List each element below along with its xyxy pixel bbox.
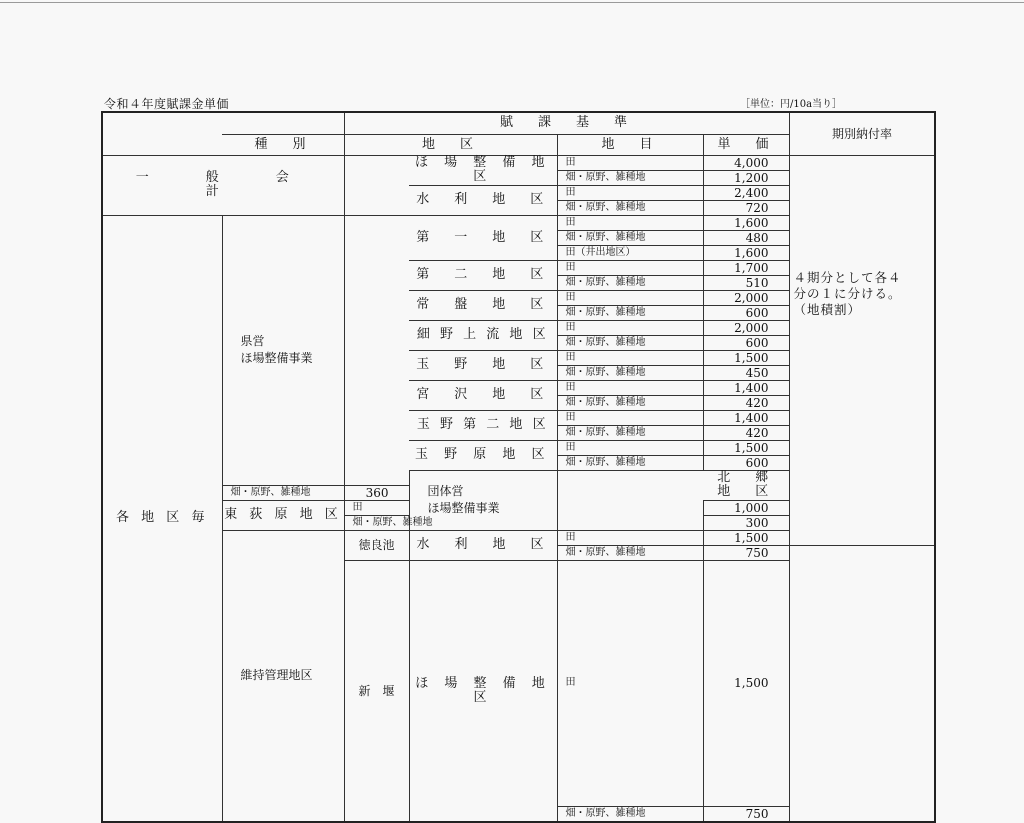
rate-line: （地積割） — [793, 301, 862, 317]
unit-price: 600 — [703, 305, 789, 320]
sub-shinzeki: 新 堰 — [344, 560, 409, 822]
unit-price: 4,000 — [703, 155, 789, 170]
district-name: 細 野 上 流 地 区 — [409, 320, 557, 350]
district-name: 宮 沢 地 区 — [409, 380, 557, 410]
unit-price: 1,000 — [703, 500, 789, 515]
category-maint: 維持管理地区 — [222, 530, 344, 822]
land-type: 畑・原野、雑種地 — [557, 200, 703, 215]
unit-price: 480 — [703, 230, 789, 245]
district-name: 玉 野 第 二 地 区 — [409, 410, 557, 440]
district-name: 第 二 地 区 — [409, 260, 557, 290]
rate-line: 分の１に分ける。 — [793, 285, 902, 301]
land-type: 田 — [557, 380, 703, 395]
unit-price: 1,500 — [703, 350, 789, 365]
header-price: 単 価 — [703, 134, 789, 155]
land-type: 畑・原野、雑種地 — [344, 515, 409, 530]
land-type: 畑・原野、雑種地 — [557, 275, 703, 290]
land-type: 田 — [557, 530, 703, 545]
page-title: 令和４年度賦課金単価 — [104, 97, 230, 111]
land-type: 畑・原野、雑種地 — [222, 485, 344, 500]
header-district: 地 区 — [344, 134, 557, 155]
top-border-line — [0, 2, 1024, 3]
payment-rate-1 — [789, 155, 935, 545]
unit-price: 1,600 — [703, 245, 789, 260]
land-type: 畑・原野、雑種地 — [557, 335, 703, 350]
district-name: 第 一 地 区 — [409, 215, 557, 260]
category-pref-line2: ほ場整備事業 — [240, 351, 313, 365]
unit-price: 750 — [703, 545, 789, 560]
land-type: 田 — [557, 290, 703, 305]
land-type: 田 — [557, 440, 703, 455]
unit-price: 1,700 — [703, 260, 789, 275]
header-row-1 — [102, 112, 935, 134]
unit-price: 1,400 — [703, 380, 789, 395]
unit-price: 600 — [703, 455, 789, 470]
district-name: 水 利 地 区 — [409, 530, 557, 560]
assessment-table — [101, 111, 936, 823]
header-rate: 期別納付率 — [789, 112, 935, 155]
district-name: 北 郷 地 区 — [703, 470, 789, 500]
unit-price: 420 — [703, 395, 789, 410]
district-name: ほ 場 整 備 地 区 — [409, 560, 557, 822]
header-kind-label: 種 別 — [222, 134, 344, 155]
district-name: 水 利 地 区 — [409, 185, 557, 215]
land-type: 田 — [557, 260, 703, 275]
district-name: 東 荻 原 地 区 — [222, 500, 344, 530]
land-type: 畑・原野、雑種地 — [557, 545, 703, 560]
district-name: 玉 野 原 地 区 — [409, 440, 557, 470]
land-type: 畑・原野、雑種地 — [557, 305, 703, 320]
unit-price: 360 — [344, 485, 409, 500]
land-type: 畑・原野、雑種地 — [557, 230, 703, 245]
unit-price: 1,500 — [703, 560, 789, 806]
land-type: 田 — [557, 350, 703, 365]
unit-price: 300 — [703, 515, 789, 530]
land-type: 田 — [557, 155, 703, 170]
category-each-district: 各 地 区 毎 — [102, 215, 222, 822]
district-name: 常 盤 地 区 — [409, 290, 557, 320]
land-type: 畑・原野、雑種地 — [557, 455, 703, 470]
land-type: 畑・原野、雑種地 — [557, 365, 703, 380]
unit-price: 2,400 — [703, 185, 789, 200]
land-type: 畑・原野、雑種地 — [557, 425, 703, 440]
category-general: 一 般 会 計 — [102, 155, 344, 215]
unit-price: 1,500 — [703, 440, 789, 455]
header-basis: 賦 課 基 準 — [344, 112, 789, 134]
unit-price: 600 — [703, 335, 789, 350]
category-group-line1: 団体営 — [427, 484, 464, 498]
unit-price: 2,000 — [703, 320, 789, 335]
unit-note: ［単位：円/10a当り］ — [740, 99, 843, 110]
unit-price: 450 — [703, 365, 789, 380]
unit-price: 750 — [703, 806, 789, 822]
unit-price: 1,600 — [703, 215, 789, 230]
unit-price: 720 — [703, 200, 789, 215]
land-type: 田 — [557, 185, 703, 200]
table-row — [102, 155, 935, 170]
land-type: 田 — [557, 215, 703, 230]
category-group-line2: ほ場整備事業 — [427, 501, 500, 515]
district-name: ほ 場 整 備 地 区 — [409, 155, 557, 185]
unit-price: 2,000 — [703, 290, 789, 305]
land-type: 田 — [557, 320, 703, 335]
land-type: 田 — [557, 560, 703, 806]
district-name: 玉 野 地 区 — [409, 350, 557, 380]
land-type: 田 — [557, 410, 703, 425]
land-type: 畑・原野、雑種地 — [557, 170, 703, 185]
unit-price: 1,200 — [703, 170, 789, 185]
unit-price: 1,500 — [703, 530, 789, 545]
land-type: 田（井出地区） — [557, 245, 703, 260]
category-pref — [222, 215, 344, 485]
sub-tokura: 徳良池 — [344, 530, 409, 560]
land-type: 畑・原野、雑種地 — [557, 395, 703, 410]
category-pref-line1: 県営 — [240, 334, 265, 348]
unit-price: 420 — [703, 425, 789, 440]
header-land: 地 目 — [557, 134, 703, 155]
land-type: 田 — [344, 500, 409, 515]
unit-price: 1,400 — [703, 410, 789, 425]
rate-line: ４期分として各４ — [793, 269, 902, 285]
unit-price: 510 — [703, 275, 789, 290]
land-type: 畑・原野、雑種地 — [557, 806, 703, 822]
